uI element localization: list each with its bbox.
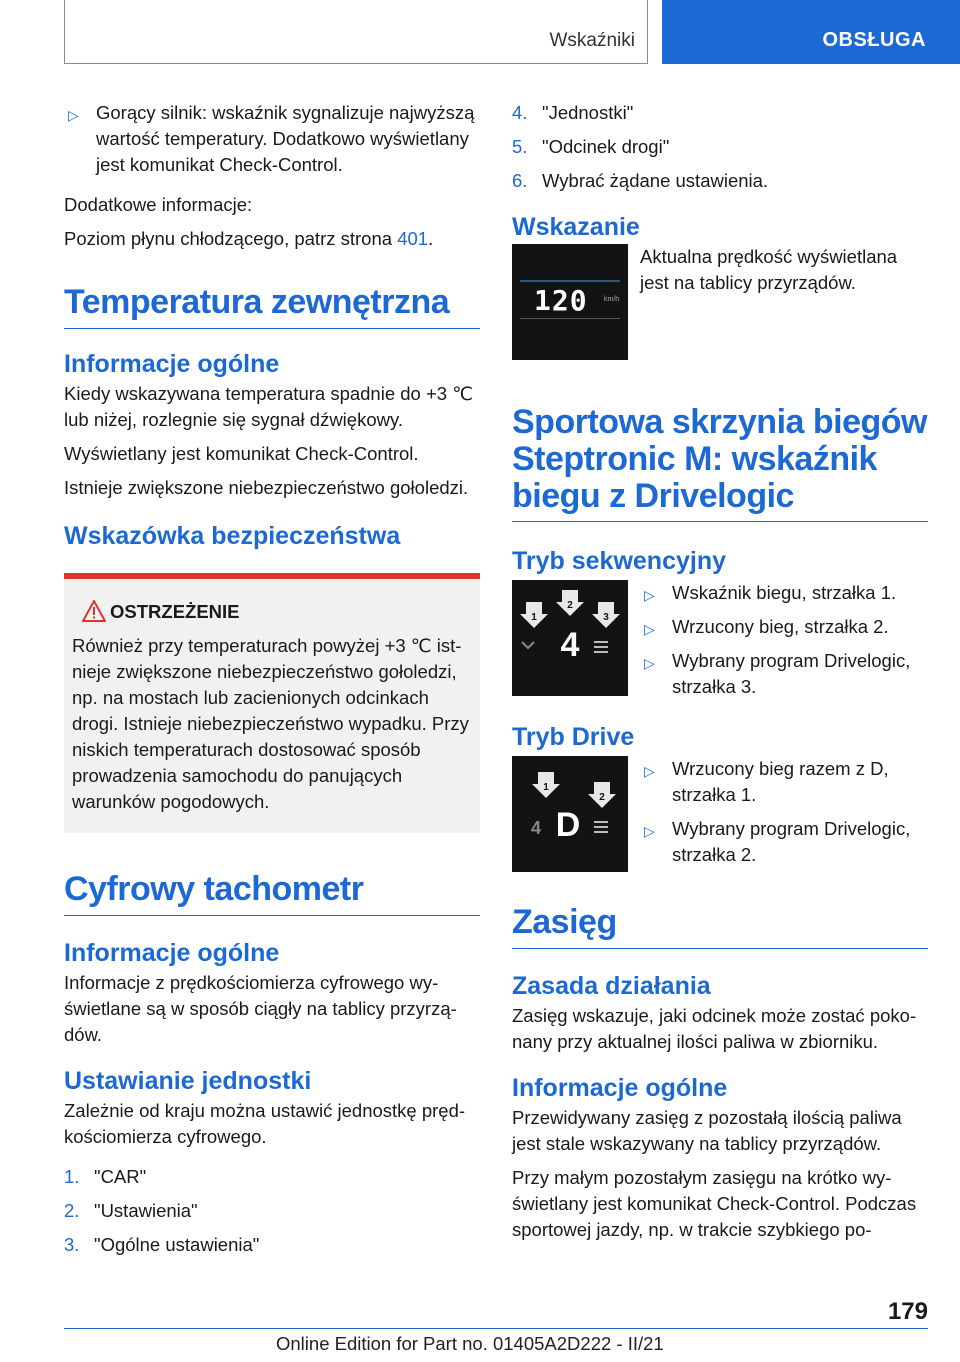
list-item: 3. "Ogólne ustawienia" <box>64 1234 260 1255</box>
coolant-reference: Poziom płynu chłodzącego, patrz strona 401. <box>64 228 434 249</box>
paragraph: Kiedy wskazywana temperatura spadnie do +3 ℃ lub niżej, rozlegnie się sygnał dźwiękowy. <box>64 383 473 430</box>
heading-drive-mode: Tryb Drive <box>512 723 635 751</box>
arrow-label: 2 <box>567 600 573 611</box>
warning-title: OSTRZEŻENIE <box>72 599 472 625</box>
arrow-label: 3 <box>603 612 609 623</box>
paragraph: Przy małym pozostałym zasięgu na krótko wyświetlany jest komunikat Check-Control. Podczas sportowej jazdy, np. w trakcie szybkiego po- <box>512 1167 917 1240</box>
paragraph: Zależnie od kraju można ustawić jednostkę prędkościomierza cyfrowego. <box>64 1100 466 1147</box>
list-item: ▷ Wskaźnik biegu, strzałka 1. <box>640 580 928 606</box>
list-item: ▷ Wrzucony bieg, strzałka 2. <box>640 614 928 640</box>
drive-letter: D <box>555 806 581 844</box>
chapter-title: Wskaźniki <box>549 30 635 51</box>
paragraph: Informacje z prędkościomierza cyfrowego wyświetlane są w sposób ciągły na tablicy przyrządów. <box>64 972 457 1045</box>
page-number: 179 <box>887 1298 928 1325</box>
drive-figure-row <box>512 756 928 872</box>
triangle-bullet-icon: ▷ <box>644 763 655 779</box>
warning-triangle-icon <box>82 600 106 629</box>
paragraph: Istnieje zwiększone niebezpieczeństwo gołoledzi. <box>64 477 469 498</box>
heading-sequential-mode: Tryb sekwencyjny <box>512 547 727 575</box>
speed-unit: km/h <box>604 296 620 303</box>
list-item: 5. "Odcinek drogi" <box>512 136 670 157</box>
list-item: 2. "Ustawienia" <box>64 1200 198 1221</box>
list-item: ▷ Wybrany program Drivelogic, strzałka 3. <box>644 650 911 697</box>
heading-digital-tachometer: Cyfrowy tachometr <box>64 869 480 916</box>
steps-list <box>64 1164 480 1258</box>
heading-set-unit: Ustawianie jednostki <box>64 1067 312 1095</box>
warning-box <box>64 573 480 833</box>
display-line <box>520 318 620 319</box>
arrow-label: 1 <box>543 782 549 793</box>
speed-value: 120 <box>534 284 588 317</box>
heading-general-info: Informacje ogólne <box>512 1074 728 1102</box>
triangle-bullet-icon: ▷ <box>644 655 655 671</box>
heading-gear-indicator: Sportowa skrzynia biegów Steptronic M: wskaźnik biegu z Drivelogic <box>512 404 928 522</box>
arrow-label: 1 <box>531 612 537 623</box>
list-item: ▷ Wybrany program Drivelogic, strzałka 2. <box>644 818 911 865</box>
list-item: 6. Wybrać żądane ustawienia. <box>512 170 769 191</box>
display-figure-row <box>512 244 928 360</box>
drive-list <box>640 756 928 872</box>
chapter-tab <box>64 0 648 64</box>
left-column <box>64 100 480 1258</box>
heading-safety: Wskazówka bezpieczeństwa <box>64 522 401 550</box>
arrow-label: 2 <box>599 792 605 803</box>
footer-edition: Online Edition for Part no. 01405A2D222 - II/21 <box>276 1333 664 1354</box>
list-item: 4. "Jednostki" <box>512 102 634 123</box>
heading-general-info: Informacje ogólne <box>64 350 280 378</box>
right-column <box>512 100 928 1243</box>
sequential-figure-row <box>512 580 928 700</box>
list-item: ▷ Wrzucony bieg razem z D, strzałka 1. <box>644 758 889 805</box>
gear-number-small: 4 <box>530 818 542 838</box>
drive-gear-graphic <box>512 756 628 872</box>
triangle-bullet-icon: ▷ <box>68 107 79 123</box>
paragraph: Zasięg wskazuje, jaki odcinek może zostać pokonany przy aktualnej ilości paliwa w zbiorniku. <box>512 1005 917 1052</box>
section-tab <box>662 0 960 64</box>
heading-general-info: Informacje ogólne <box>64 939 280 967</box>
speed-display-image <box>512 244 628 360</box>
paragraph: Przewidywany zasięg z pozostałą ilością paliwa jest stale wskazywany na tablicy przyrządów. <box>512 1107 902 1154</box>
heading-principle: Zasada działania <box>512 972 711 1000</box>
sequential-list <box>640 580 928 700</box>
paragraph: Wyświetlany jest komunikat Check-Control. <box>64 443 419 464</box>
sequential-gear-image <box>512 580 628 696</box>
additional-info-label: Dodatkowe informacje: <box>64 194 253 215</box>
list-item: ▷ Gorący silnik: wskaźnik sygnalizuje najwyższą wartość temperatury. Dodatkowo wyświetlany jest komunikat Check-Control. <box>68 102 475 175</box>
heading-display: Wskazanie <box>512 213 640 241</box>
footer-divider <box>64 1328 928 1329</box>
triangle-bullet-icon: ▷ <box>644 823 655 839</box>
gear-number: 4 <box>560 626 580 664</box>
paragraph: Aktualna prędkość wyświetlana jest na tablicy przyrządów. <box>640 246 898 293</box>
triangle-bullet-icon: ▷ <box>644 621 655 637</box>
heading-range: Zasięg <box>512 902 928 949</box>
list-item: 1. "CAR" <box>64 1166 147 1187</box>
display-line <box>520 280 620 282</box>
heading-outside-temp: Temperatura zewnętrzna <box>64 282 480 329</box>
warning-text: Również przy temperaturach powyżej +3 ℃ istnieje zwiększone niebezpieczeństwo gołoledzi, np. na mostach lub zacienionych odcinkach drogi. Istnieje niebezpieczeństwo wypadku. Przy niskich temperaturach dostosować sposób prowadzenia samochodu do panujących warunków pogodowych. <box>72 635 469 812</box>
section-title: OBSŁUGA <box>822 29 926 51</box>
triangle-bullet-icon: ▷ <box>644 587 655 603</box>
page-link[interactable]: 401 <box>397 228 429 249</box>
sequential-gear-graphic <box>512 580 628 696</box>
drive-gear-image <box>512 756 628 872</box>
